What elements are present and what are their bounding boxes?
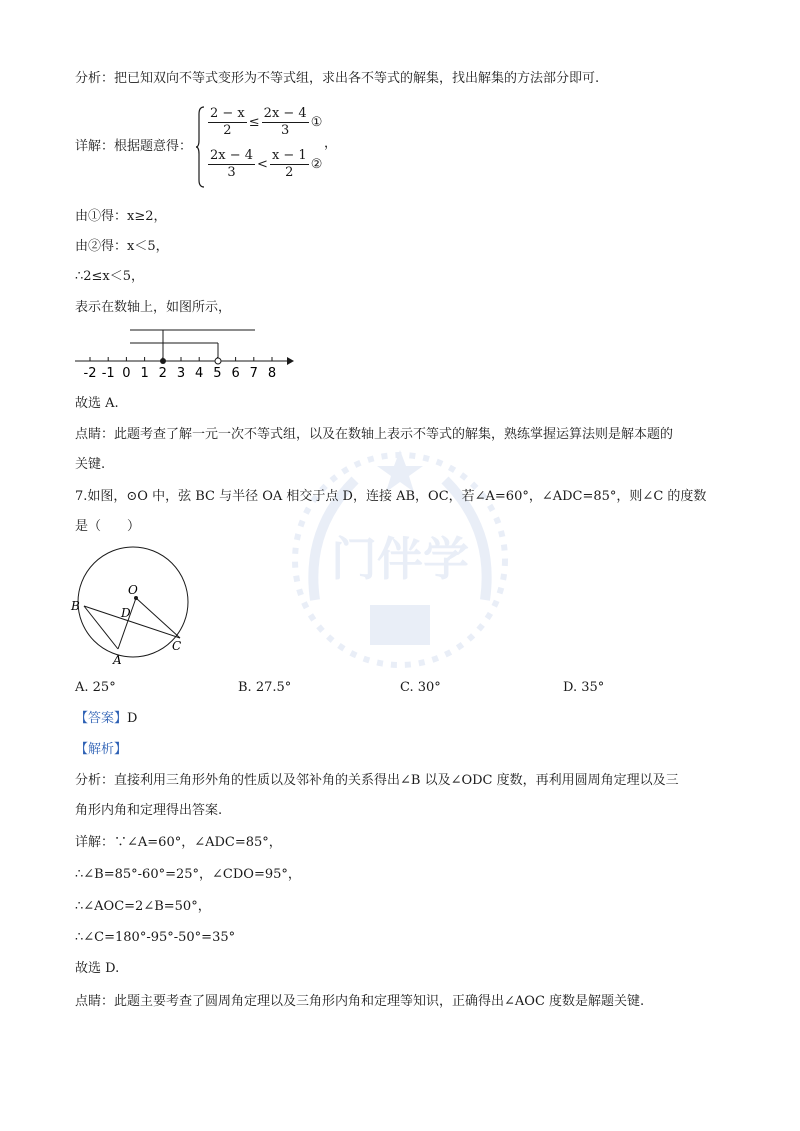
inequality-system — [196, 106, 336, 188]
label-D: D — [121, 606, 131, 620]
comment-q6-line1: 点睛：此题考查了解一元一次不等式组，以及在数轴上表示不等式的解集，熟练掌握运算法则是解本题的 — [75, 427, 674, 442]
tick-label: 1 — [140, 366, 149, 380]
choice-q6: 故选 A. — [75, 396, 119, 411]
open-point-icon — [215, 358, 221, 364]
analysis-q6: 分析：把已知双向不等式变形为不等式组，求出各不等式的解集，找出解集的方法部分即可. — [75, 71, 600, 86]
watermark-logo — [275, 440, 525, 680]
tick-label: 4 — [195, 366, 204, 380]
numberline-caption: 表示在数轴上，如图所示， — [75, 300, 232, 315]
tick-label: 5 — [213, 366, 222, 380]
analysis-q7-line1: 分析：直接利用三角形外角的性质以及邻补角的关系得出∠B 以及∠ODC 度数，再利用圆周角定理以及三 — [75, 773, 679, 788]
step-2: 由②得：x＜5， — [75, 239, 169, 254]
detail-q7-3: ∴∠AOC=2∠B=50°， — [75, 899, 211, 914]
tick-label: -2 — [83, 366, 97, 380]
inequality-row-2: $\frac{2x - 4}{3}$ < $\frac{x - 1}{2}$ ② — [210, 148, 323, 180]
number-line — [75, 325, 295, 380]
question-7-line2: 是（ ） — [75, 519, 141, 534]
tick-label: 7 — [249, 366, 258, 380]
label-O: O — [128, 583, 138, 597]
closed-point-icon — [160, 358, 166, 364]
label-C: C — [172, 639, 182, 653]
step-1: 由①得：x≥2， — [75, 209, 167, 224]
detail-q6-prefix: 详解：根据题意得： — [75, 139, 193, 154]
comment-q6-line2: 关键. — [75, 457, 106, 472]
comment-q7: 点睛：此题主要考查了圆周角定理以及三角形内角和定理等知识，正确得出∠AOC 度数是解题关键. — [75, 994, 645, 1009]
detail-q7-1: 详解：∵∠A=60°，∠ADC=85°， — [75, 835, 282, 850]
answer-label: 【答案】 — [75, 711, 128, 726]
tick-label: 8 — [267, 366, 277, 380]
choice-q7: 故选 D. — [75, 961, 120, 976]
detail-q7-4: ∴∠C=180°-95°-50°=35° — [75, 930, 236, 945]
tick-label: 3 — [176, 366, 186, 380]
step-3: ∴2≤x＜5， — [75, 269, 145, 284]
analysis-q7-line2: 角形内角和定理得出答案. — [75, 803, 223, 818]
tick-label: 0 — [122, 366, 131, 380]
tick-label: -1 — [101, 366, 115, 380]
question-7-line1: 7.如图，⊙O 中，弦 BC 与半径 OA 相交于点 D，连接 AB，OC，若∠A=60°，∠ADC=85°，则∠C 的度数 — [75, 489, 707, 504]
detail-q7-2: ∴∠B=85°-60°=25°，∠CDO=95°， — [75, 867, 301, 882]
watermark-text: 门伴学 — [331, 532, 469, 586]
option-b: B. 27.5° — [238, 680, 292, 695]
inequality-row-1: $\frac{2 - x}{2}$ ≤ $\frac{2x - 4}{3}$ ① — [210, 106, 323, 138]
option-c: C. 30° — [400, 680, 441, 695]
answer-value: D — [127, 711, 138, 726]
label-B: B — [71, 599, 80, 613]
answer-line — [75, 710, 137, 728]
option-d: D. 35° — [563, 680, 605, 695]
system-comma: ， — [324, 136, 338, 151]
tick-label: 6 — [231, 366, 240, 380]
option-a: A. 25° — [75, 680, 116, 695]
circle-figure — [68, 546, 198, 671]
tick-label: 2 — [158, 366, 167, 380]
left-brace-icon — [196, 106, 206, 188]
label-A: A — [113, 653, 122, 667]
jiexi-label: 【解析】 — [75, 742, 128, 757]
